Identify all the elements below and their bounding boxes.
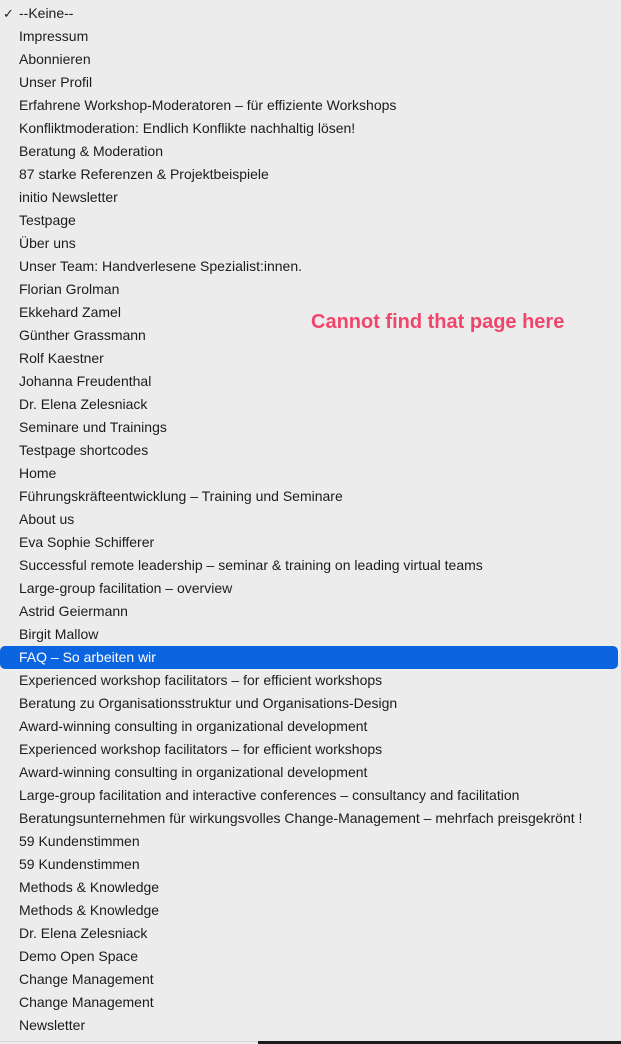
menu-item-label: Konfliktmoderation: Endlich Konflikte nachhaltig lösen! — [19, 120, 356, 136]
menu-item-label: Unser Team: Handverlesene Spezialist:innen. — [19, 258, 303, 274]
menu-item[interactable] — [0, 2, 618, 25]
menu-item[interactable] — [0, 25, 618, 48]
menu-item[interactable] — [0, 991, 618, 1014]
menu-item[interactable] — [0, 370, 618, 393]
menu-item-label: Über uns — [19, 235, 76, 251]
menu-item[interactable] — [0, 830, 618, 853]
menu-item-label: 87 starke Referenzen & Projektbeispiele — [19, 166, 269, 182]
menu-item[interactable] — [0, 232, 618, 255]
annotation-text: Cannot find that page here — [311, 311, 565, 333]
menu-item-label: Large-group facilitation – overview — [19, 580, 233, 596]
menu-item[interactable] — [0, 71, 618, 94]
menu-item-label: Erfahrene Workshop-Moderatoren – für effiziente Workshops — [19, 97, 397, 113]
menu-item-label: Change Management — [19, 971, 154, 987]
menu-item-label: Methods & Knowledge — [19, 879, 160, 895]
menu-item[interactable] — [0, 738, 618, 761]
menu-item[interactable] — [0, 278, 618, 301]
menu-item-label: Impressum — [19, 28, 89, 44]
menu-item[interactable] — [0, 462, 618, 485]
menu-item[interactable] — [0, 922, 618, 945]
menu-item[interactable] — [0, 554, 618, 577]
menu-item[interactable] — [0, 623, 618, 646]
menu-item-label: Testpage — [19, 212, 76, 228]
menu-item-label: Beratung zu Organisationsstruktur und Organisations-Design — [19, 695, 398, 711]
menu-item[interactable] — [0, 186, 618, 209]
menu-bottom-divider — [0, 1041, 258, 1042]
menu-item[interactable] — [0, 577, 618, 600]
menu-item[interactable] — [0, 531, 618, 554]
menu-item[interactable] — [0, 163, 618, 186]
menu-item[interactable] — [0, 692, 618, 715]
menu-item-label: Home — [19, 465, 57, 481]
menu-item[interactable] — [0, 508, 618, 531]
menu-item-label: Führungskräfteentwicklung – Training und Seminare — [19, 488, 343, 504]
menu-item-label: Beratung & Moderation — [19, 143, 163, 159]
menu-item[interactable] — [0, 853, 618, 876]
menu-item-label: Florian Grolman — [19, 281, 120, 297]
menu-item-label: Experienced workshop facilitators – for efficient workshops — [19, 672, 383, 688]
menu-item[interactable] — [0, 94, 618, 117]
menu-item-label: Change Management — [19, 994, 154, 1010]
checkmark-icon: ✓ — [3, 6, 14, 21]
menu-item[interactable] — [0, 784, 618, 807]
menu-item-label: --Keine-- — [19, 5, 74, 21]
menu-item-label: Demo Open Space — [19, 948, 139, 964]
menu-item[interactable] — [0, 347, 618, 370]
menu-item-label: Experienced workshop facilitators – for efficient workshops — [19, 741, 383, 757]
menu-item[interactable] — [0, 899, 618, 922]
menu-item[interactable] — [0, 416, 618, 439]
menu-item[interactable] — [0, 945, 618, 968]
menu-item-label: 59 Kundenstimmen — [19, 833, 140, 849]
menu-item[interactable] — [0, 393, 618, 416]
menu-item[interactable] — [0, 715, 618, 738]
menu-item[interactable] — [0, 485, 618, 508]
page-dropdown-menu — [0, 2, 621, 1037]
menu-item[interactable] — [0, 600, 618, 623]
menu-item-label: FAQ – So arbeiten wir — [19, 649, 156, 665]
menu-item[interactable] — [0, 968, 618, 991]
menu-item-label: Award-winning consulting in organizational development — [19, 718, 368, 734]
menu-item[interactable] — [0, 646, 618, 669]
menu-item-label: Astrid Geiermann — [19, 603, 128, 619]
menu-item-label: Unser Profil — [19, 74, 93, 90]
menu-item[interactable] — [0, 807, 618, 830]
menu-item-label: Birgit Mallow — [19, 626, 99, 642]
menu-item-label: Large-group facilitation and interactive conferences – consultancy and facilitation — [19, 787, 520, 803]
menu-item[interactable] — [0, 209, 618, 232]
menu-item[interactable] — [0, 876, 618, 899]
menu-item-label: Abonnieren — [19, 51, 91, 67]
menu-item-label: Johanna Freudenthal — [19, 373, 152, 389]
menu-item-label: Dr. Elena Zelesniack — [19, 925, 148, 941]
menu-item-label: initio Newsletter — [19, 189, 118, 205]
menu-item-label: Rolf Kaestner — [19, 350, 104, 366]
menu-item-label: Dr. Elena Zelesniack — [19, 396, 148, 412]
menu-item-label: Beratungsunternehmen für wirkungsvolles Change-Management – mehrfach preisgekrönt ! — [19, 810, 583, 826]
menu-item[interactable] — [0, 669, 618, 692]
menu-item-label: 59 Kundenstimmen — [19, 856, 140, 872]
menu-item-label: Günther Grassmann — [19, 327, 146, 343]
menu-item-label: Award-winning consulting in organizational development — [19, 764, 368, 780]
menu-item-label: About us — [19, 511, 75, 527]
menu-item[interactable] — [0, 439, 618, 462]
menu-item-label: Testpage shortcodes — [19, 442, 149, 458]
menu-item[interactable] — [0, 761, 618, 784]
menu-item[interactable] — [0, 117, 618, 140]
menu-item-label: Eva Sophie Schifferer — [19, 534, 155, 550]
menu-item[interactable] — [0, 140, 618, 163]
menu-item-label: Methods & Knowledge — [19, 902, 160, 918]
menu-item[interactable] — [0, 255, 618, 278]
menu-item[interactable] — [0, 48, 618, 71]
menu-item-label: Successful remote leadership – seminar & training on leading virtual teams — [19, 557, 483, 573]
menu-item[interactable] — [0, 1014, 618, 1037]
menu-item-label: Seminare und Trainings — [19, 419, 167, 435]
menu-item-label: Newsletter — [19, 1017, 86, 1033]
menu-item-label: Ekkehard Zamel — [19, 304, 121, 320]
